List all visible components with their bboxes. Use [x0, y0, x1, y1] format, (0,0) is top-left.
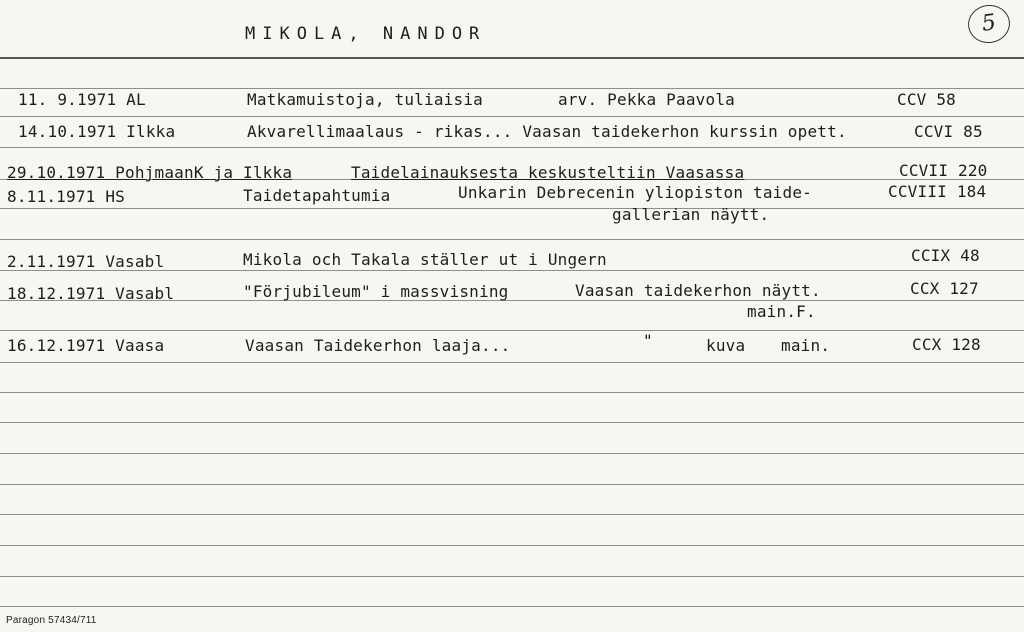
entry-ref: CCX 128	[912, 335, 981, 354]
entry-date-source: 16.12.1971 Vaasa	[7, 336, 165, 355]
entry-ref: CCX 127	[910, 279, 979, 298]
entry-title: Taidelainauksesta keskusteltiin Vaasassa	[351, 163, 745, 182]
ruled-line	[0, 147, 1024, 148]
ruled-line	[0, 239, 1024, 240]
entry-note: kuva	[706, 336, 746, 355]
ruled-line	[0, 362, 1024, 363]
entry-date-source: 14.10.1971 Ilkka	[18, 122, 176, 141]
ruled-line	[0, 208, 1024, 209]
entry-title: "Förjubileum" i massvisning	[243, 282, 509, 301]
entry-date-source: 29.10.1971 PohjmaanK ja Ilkka	[7, 163, 293, 182]
entry-ref: CCVI 85	[914, 122, 983, 141]
entry-note: arv. Pekka Paavola	[558, 90, 735, 109]
entry-ref: CCVIII 184	[888, 182, 987, 201]
entry-ref: CCVII 220	[899, 161, 988, 180]
entry-note: Unkarin Debrecenin yliopiston taide-	[458, 183, 812, 202]
entry-note: Vaasan taidekerhon näytt.	[575, 281, 821, 300]
entry-ref: CCV 58	[897, 90, 956, 109]
entry-date-source: 11. 9.1971 AL	[18, 90, 146, 109]
ruled-line	[0, 392, 1024, 393]
ditto-mark: "	[643, 331, 653, 350]
ruled-line	[0, 116, 1024, 117]
entry-title: Akvarellimaalaus - rikas... Vaasan taidekerhon kurssin opett.	[247, 122, 847, 141]
entry-note-continued: main.F.	[747, 302, 816, 321]
card-number: 5	[966, 2, 1013, 45]
entry-title: Taidetapahtumia	[243, 186, 391, 205]
ruled-line	[0, 422, 1024, 423]
card-title: MIKOLA, NANDOR	[245, 24, 487, 44]
header-rule	[0, 57, 1024, 59]
ruled-line	[0, 606, 1024, 607]
entry-ref: CCIX 48	[911, 246, 980, 265]
entry-note-continued: main.	[781, 336, 831, 355]
entry-note-continued: gallerian näytt.	[612, 205, 770, 224]
entry-date-source: 18.12.1971 Vasabl	[7, 284, 175, 303]
ruled-line	[0, 576, 1024, 577]
ruled-line	[0, 88, 1024, 89]
ruled-line	[0, 453, 1024, 454]
entry-title: Matkamuistoja, tuliaisia	[247, 90, 483, 109]
ruled-line	[0, 330, 1024, 331]
printer-mark: Paragon 57434/711	[6, 615, 97, 626]
entry-title: Vaasan Taidekerhon laaja...	[245, 336, 511, 355]
entry-date-source: 8.11.1971 HS	[7, 187, 125, 206]
entry-title: Mikola och Takala ställer ut i Ungern	[243, 250, 607, 269]
ruled-line	[0, 484, 1024, 485]
ruled-line	[0, 514, 1024, 515]
entry-date-source: 2.11.1971 Vasabl	[7, 252, 165, 271]
ruled-line	[0, 545, 1024, 546]
